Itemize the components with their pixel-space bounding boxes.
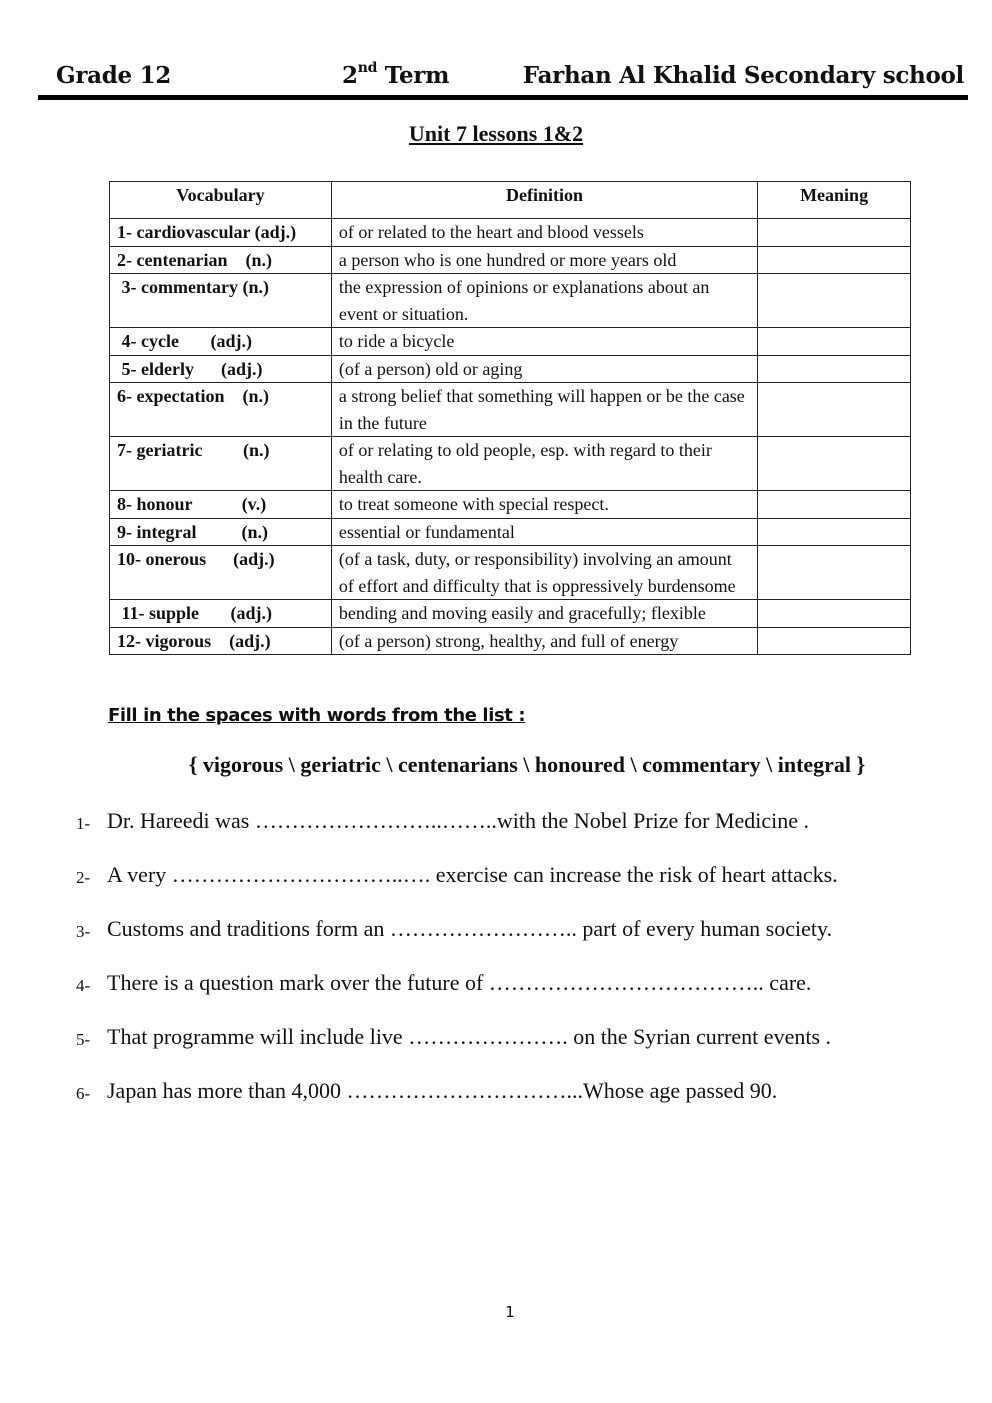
list-item (76, 808, 956, 862)
vocab-definition: of or related to the heart and blood vessels (331, 219, 757, 247)
sentence-text: Customs and traditions form an …………………….. part of every human society. (107, 916, 833, 941)
sentence-text: There is a question mark over the future of ……………………………….. care. (107, 970, 812, 995)
vocab-word: 4- cycle (adj.) (110, 328, 332, 356)
vocab-definition: bending and moving easily and gracefully; flexible (331, 600, 757, 628)
header-divider (38, 95, 968, 100)
column-header-vocabulary: Vocabulary (110, 182, 332, 219)
sentence-number: 6- (76, 1084, 91, 1103)
vocab-word: 12- vigorous (adj.) (110, 627, 332, 655)
vocab-word: 9- integral (n.) (110, 518, 332, 546)
term-number: 2 (342, 62, 358, 89)
vocab-word: 6- expectation (n.) (110, 383, 332, 437)
meaning-cell[interactable] (758, 328, 911, 356)
vocab-definition: (of a person) strong, healthy, and full of energy (331, 627, 757, 655)
list-item (76, 970, 956, 1024)
sentence-number: 3- (76, 922, 91, 941)
meaning-cell[interactable] (758, 246, 911, 274)
meaning-cell[interactable] (758, 355, 911, 383)
sentence-list (76, 808, 956, 1132)
school-name: Farhan Al Khalid Secondary school (522, 62, 964, 89)
vocabulary-table (109, 181, 911, 655)
meaning-cell[interactable] (758, 491, 911, 519)
column-header-definition: Definition (331, 182, 757, 219)
sentence-number: 5- (76, 1030, 91, 1049)
table-row (110, 274, 911, 328)
vocab-definition: to treat someone with special respect. (331, 491, 757, 519)
vocab-definition: the expression of opinions or explanations about an event or situation. (331, 274, 757, 328)
page-number: 1 (505, 1303, 515, 1321)
vocab-definition: a person who is one hundred or more years old (331, 246, 757, 274)
table-row (110, 355, 911, 383)
vocab-definition: a strong belief that something will happen or be the case in the future (331, 383, 757, 437)
table-row (110, 627, 911, 655)
vocab-word: 11- supple (adj.) (110, 600, 332, 628)
page-header (40, 58, 968, 94)
meaning-cell[interactable] (758, 600, 911, 628)
list-item (76, 1078, 956, 1132)
table-row (110, 383, 911, 437)
meaning-cell[interactable] (758, 383, 911, 437)
table-row (110, 546, 911, 600)
meaning-cell[interactable] (758, 627, 911, 655)
list-item (76, 916, 956, 970)
column-header-meaning: Meaning (758, 182, 911, 219)
vocab-word: 3- commentary (n.) (110, 274, 332, 328)
table-row (110, 246, 911, 274)
sentence-number: 1- (76, 814, 91, 833)
word-list: { vigorous \ geriatric \ centenarians \ honoured \ commentary \ integral } (188, 752, 866, 777)
vocab-word: 8- honour (v.) (110, 491, 332, 519)
table-row (110, 219, 911, 247)
unit-title: Unit 7 lessons 1&2 (408, 121, 584, 146)
term-suffix: nd (357, 60, 378, 77)
meaning-cell[interactable] (758, 518, 911, 546)
sentence-text: Dr. Hareedi was ……………………..……..with the Nobel Prize for Medicine . (107, 808, 810, 833)
term-word: Term (377, 62, 450, 89)
sentence-text: That programme will include live …………………. on the Syrian current events . (107, 1024, 832, 1049)
sentence-text: A very …………………………..…. exercise can increase the risk of heart attacks. (107, 862, 838, 887)
vocab-definition: to ride a bicycle (331, 328, 757, 356)
vocab-word: 1- cardiovascular (adj.) (110, 219, 332, 247)
table-row (110, 491, 911, 519)
sentence-number: 2- (76, 868, 91, 887)
sentence-number: 4- (76, 976, 91, 995)
exercise-title: Fill in the spaces with words from the list : (108, 705, 526, 726)
table-row (110, 437, 911, 491)
table-row (110, 328, 911, 356)
meaning-cell[interactable] (758, 219, 911, 247)
vocab-definition: (of a task, duty, or responsibility) involving an amount of effort and difficulty that is oppressively burdensome (331, 546, 757, 600)
vocab-word: 2- centenarian (n.) (110, 246, 332, 274)
sentence-text: Japan has more than 4,000 …………………………...Whose age passed 90. (107, 1078, 778, 1103)
list-item (76, 1024, 956, 1078)
table-row (110, 518, 911, 546)
table-row (110, 600, 911, 628)
meaning-cell[interactable] (758, 437, 911, 491)
meaning-cell[interactable] (758, 546, 911, 600)
vocab-word: 10- onerous (adj.) (110, 546, 332, 600)
table-header-row (110, 182, 911, 219)
meaning-cell[interactable] (758, 274, 911, 328)
term-label (342, 62, 449, 89)
grade-label: Grade 12 (56, 62, 171, 89)
vocab-definition: (of a person) old or aging (331, 355, 757, 383)
vocab-definition: essential or fundamental (331, 518, 757, 546)
list-item (76, 862, 956, 916)
vocab-word: 7- geriatric (n.) (110, 437, 332, 491)
vocab-definition: of or relating to old people, esp. with regard to their health care. (331, 437, 757, 491)
vocab-word: 5- elderly (adj.) (110, 355, 332, 383)
